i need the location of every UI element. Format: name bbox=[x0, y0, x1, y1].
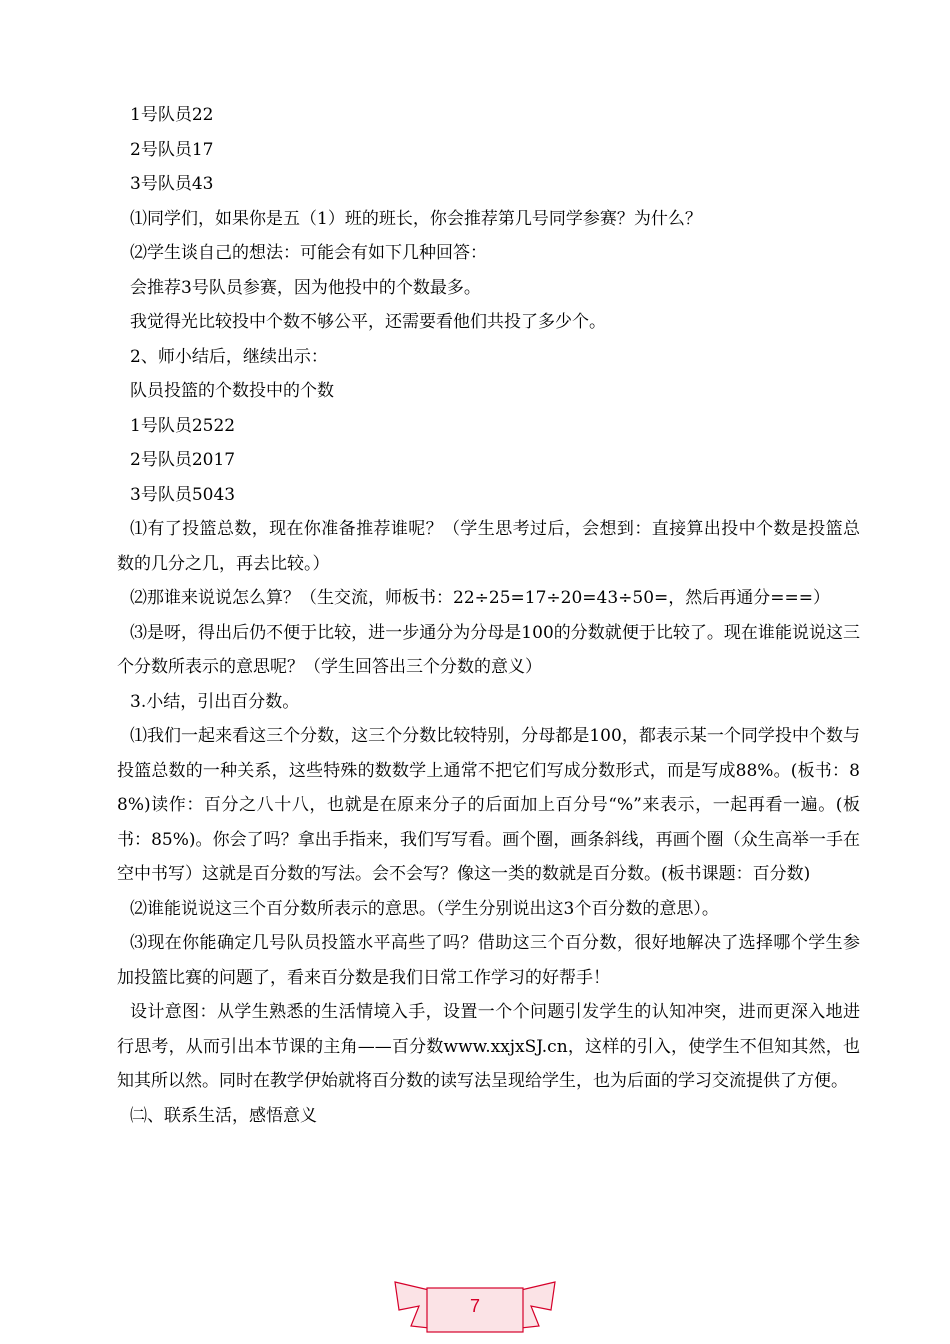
paragraph: ⑵那谁来说说怎么算？（生交流，师板书：22÷25=17÷20=43÷50=，然后再通分===） bbox=[130, 588, 830, 608]
document-body bbox=[117, 98, 860, 1133]
paragraph: ⑴我们一起来看这三个分数，这三个分数比较特别，分母都是100，都表示某一个同学投中个数与投篮总数的一种关系，这些特殊的数数学上通常不把它们写成分数形式，而是写成88%。(板书：88%)读作：百分之八十八，也就是在原来分子的后面加上百分号“%”来表示，一起再看一遍。(板书：85%)。你会了吗？拿出手指来，我们写写看。画个圈，画条斜线，再画个圈（众生高举一手在空中书写）这就是百分数的写法。会不会写？像这一类的数就是百分数。(板书课题：百分数) bbox=[117, 726, 860, 884]
text-line: 1号队员2522 bbox=[130, 415, 236, 436]
paragraph: 设计意图：从学生熟悉的生活情境入手，设置一个个问题引发学生的认知冲突，进而更深入地进行思考，从而引出本节课的主角——百分数www.xxjxSJ.cn，这样的引入，使学生不但知其然，也知其所以然。同时在教学伊始就将百分数的读写法呈现给学生，也为后面的学习交流提供了方便。 bbox=[117, 1002, 860, 1091]
text-line: ⑵学生谈自己的想法：可能会有如下几种回答： bbox=[130, 243, 487, 263]
text-line: 会推荐3号队员参赛，因为他投中的个数最多。 bbox=[130, 277, 481, 298]
paragraph: ⑶是呀，得出后仍不便于比较，进一步通分为分母是100的分数就便于比较了。现在谁能说说这三个分数所表示的意思呢？（学生回答出三个分数的意义） bbox=[117, 622, 860, 677]
text-line: 队员投篮的个数投中的个数 bbox=[130, 381, 334, 401]
text-line: 3号队员5043 bbox=[130, 484, 236, 505]
page-number: 7 bbox=[469, 1295, 480, 1316]
paragraph: ⑴有了投篮总数，现在你准备推荐谁呢？（学生思考过后，会想到：直接算出投中个数是投篮总数的几分之几，再去比较。） bbox=[117, 519, 860, 574]
text-line: 3号队员43 bbox=[130, 174, 214, 194]
page-footer bbox=[393, 1276, 557, 1336]
paragraph: ⑵谁能说说这三个百分数所表示的意思。（学生分别说出这3个百分数的意思）。 bbox=[130, 898, 719, 919]
section-heading: ㈡、联系生活，感悟意义 bbox=[130, 1105, 317, 1126]
paragraph: 3.小结，引出百分数。 bbox=[130, 691, 300, 712]
text-line: 2号队员2017 bbox=[130, 450, 236, 470]
text-line: 我觉得光比较投中个数不够公平，还需要看他们共投了多少个。 bbox=[130, 312, 606, 332]
text-line: 1号队员22 bbox=[130, 105, 214, 125]
text-line: 2号队员17 bbox=[130, 139, 214, 160]
text-line: ⑴同学们，如果你是五（1）班的班长，你会推荐第几号同学参赛？为什么？ bbox=[130, 208, 702, 229]
text-line: 2、师小结后，继续出示： bbox=[130, 346, 328, 367]
paragraph: ⑶现在你能确定几号队员投篮水平高些了吗？借助这三个百分数，很好地解决了选择哪个学生参加投篮比赛的问题了，看来百分数是我们日常工作学习的好帮手！ bbox=[117, 933, 860, 988]
